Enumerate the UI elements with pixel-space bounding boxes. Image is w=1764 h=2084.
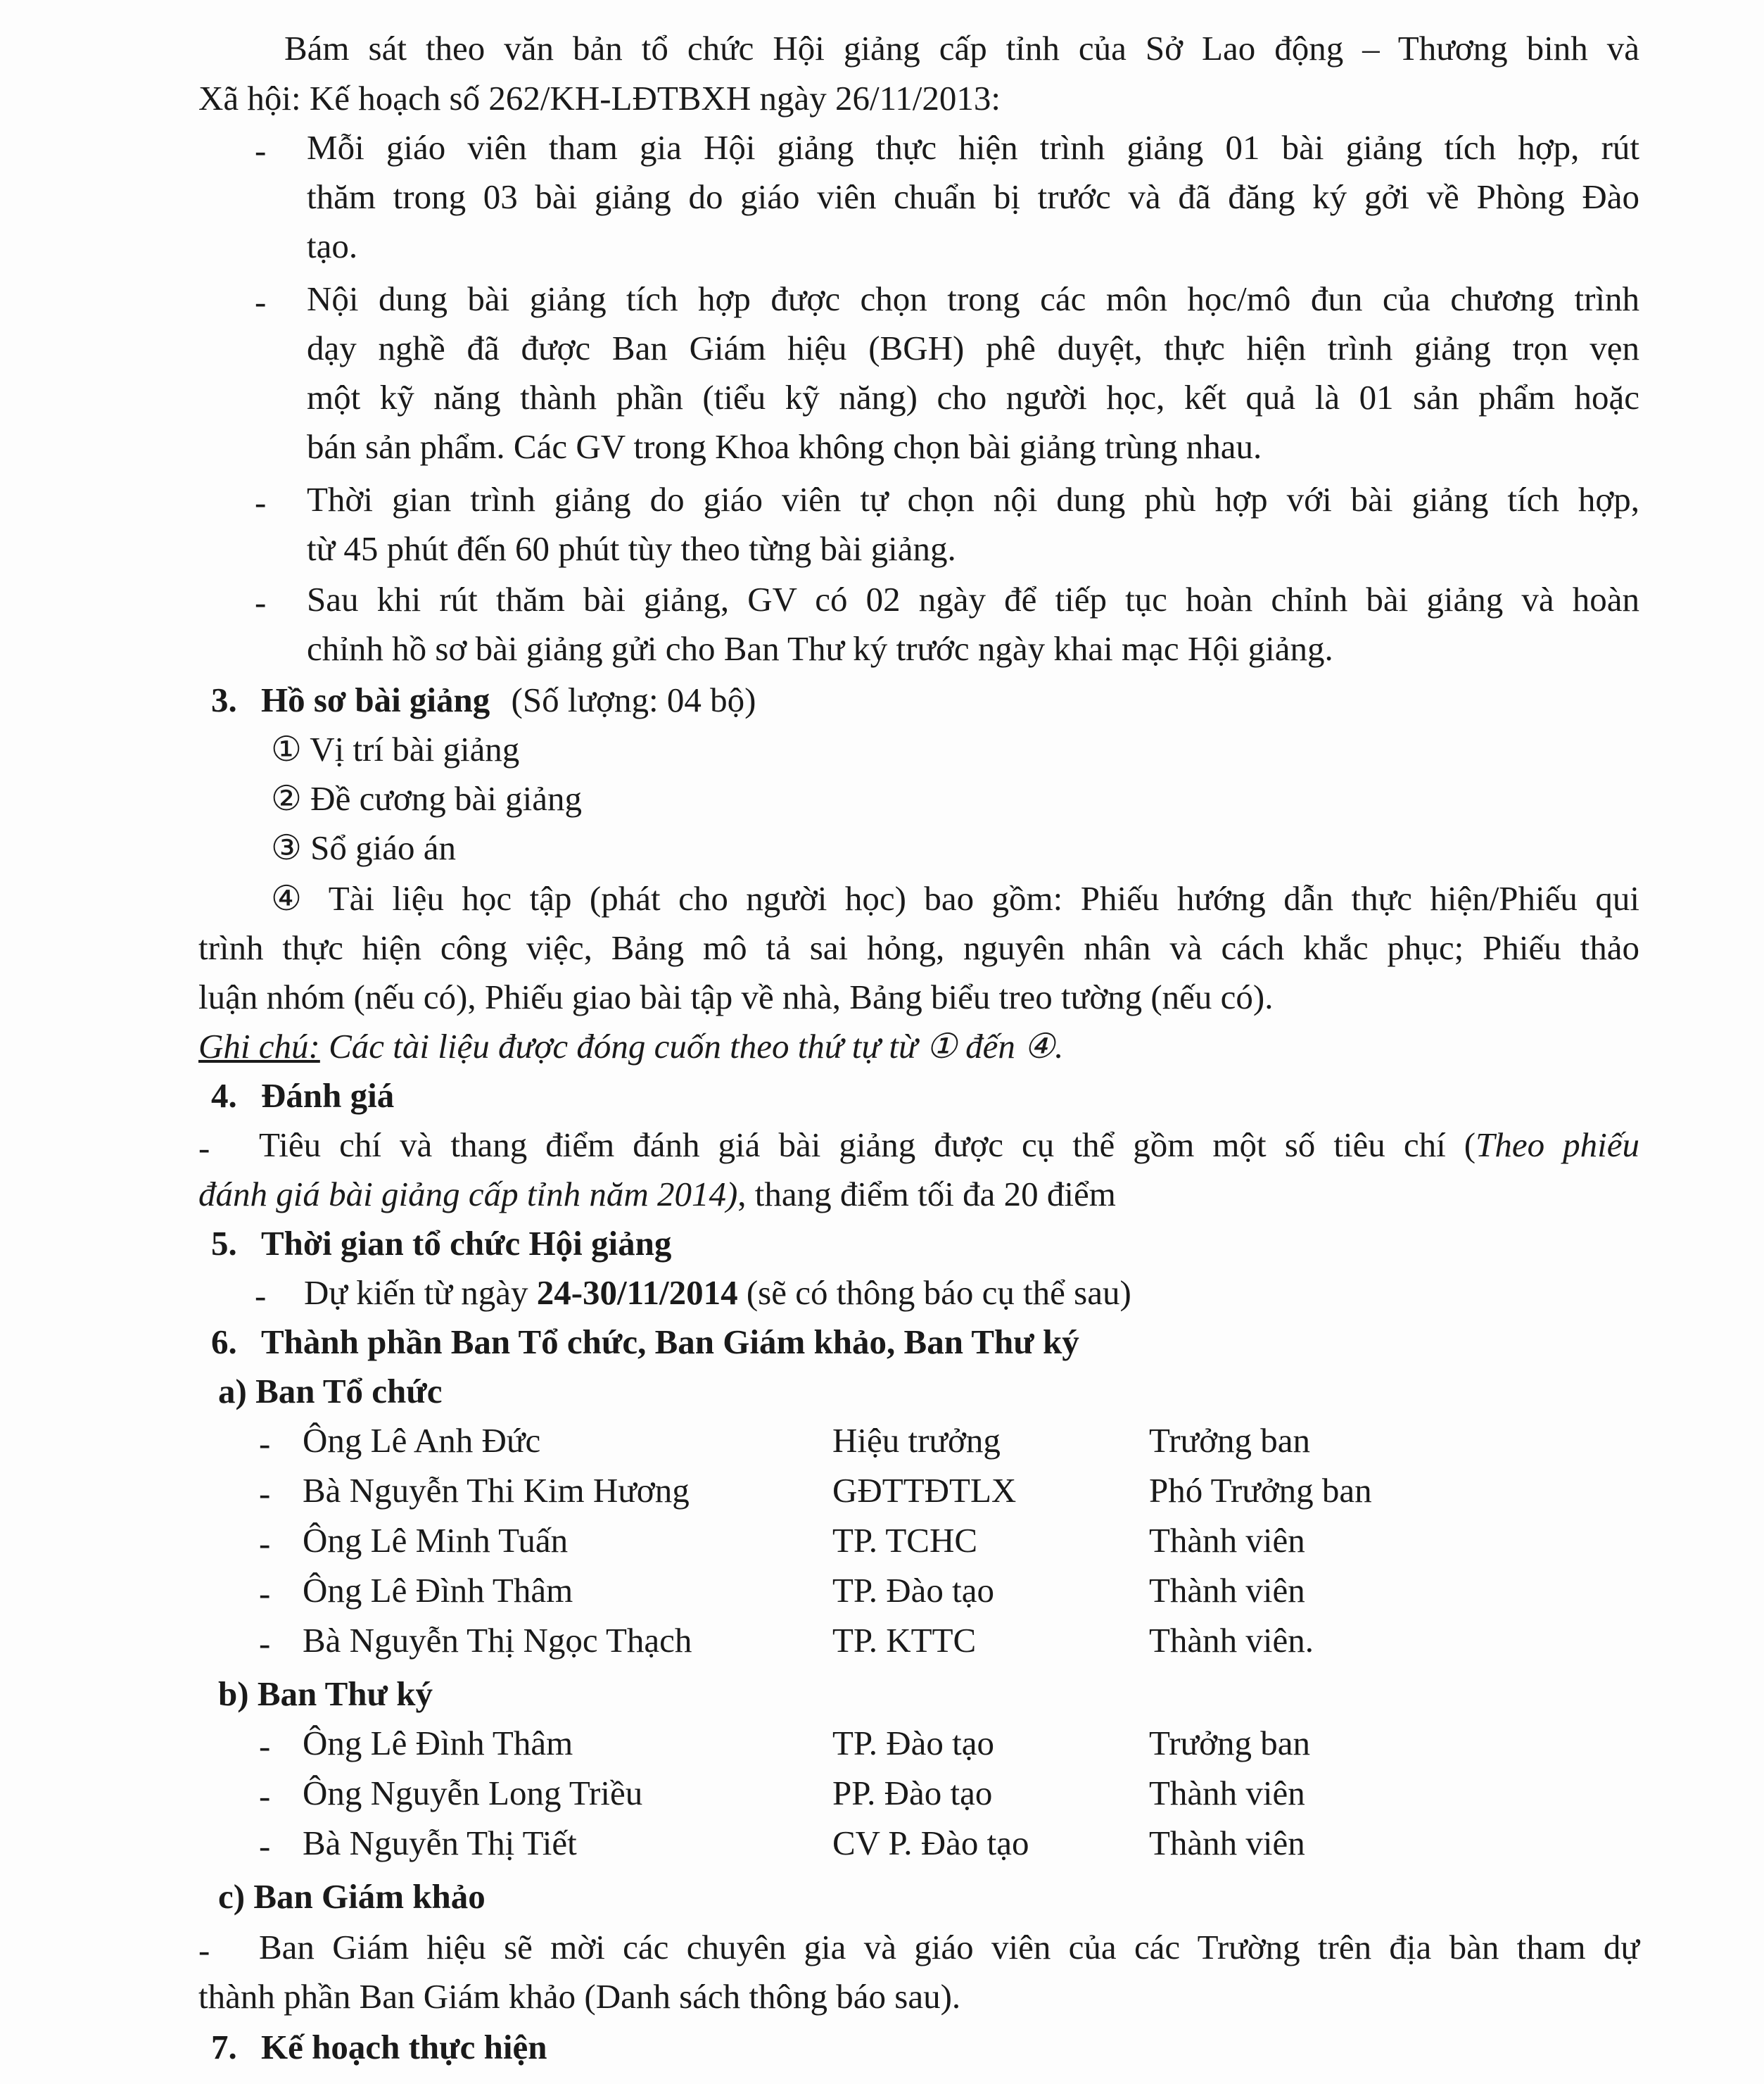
member-position: CV P. Đào tạo <box>832 1824 1029 1862</box>
committee-c-title: c) Ban Giám khảo <box>218 1877 486 1916</box>
committee-b-title: b) Ban Thư ký <box>218 1674 433 1713</box>
bullet-3-line-2: từ 45 phút đến 60 phút tùy theo từng bài giảng. <box>307 529 956 568</box>
section-4-italic-text: đánh giá bài giảng cấp tỉnh năm 2014) <box>198 1175 738 1213</box>
section-7-heading <box>211 2030 547 2064</box>
member-position: TP. KTTC <box>832 1621 977 1660</box>
intro-line-2: Xã hội: Kế hoạch số 262/KH-LĐTBXH ngày 26/11/2013: <box>198 79 1001 118</box>
bullet-dash: - <box>255 583 267 621</box>
bullet-dash: - <box>259 1574 271 1612</box>
bullet-2-line-4: bán sản phẩm. Các GV trong Khoa không chọn bài giảng trùng nhau. <box>307 427 1262 466</box>
section-3-item-3: ③ Sổ giáo án <box>271 828 457 867</box>
committee-c-line-2: thành phần Ban Giám khảo (Danh sách thông báo sau). <box>198 1977 961 2016</box>
member-position: TP. Đào tạo <box>832 1571 994 1610</box>
section-4-text: , thang điểm tối đa 20 điểm <box>737 1175 1116 1213</box>
bullet-dash: - <box>198 1931 210 1969</box>
member-name: Bà Nguyễn Thị Tiết <box>303 1824 577 1862</box>
member-position: TP. TCHC <box>832 1521 978 1560</box>
section-7-title: Kế hoạch thực hiện <box>261 2028 547 2066</box>
member-name: Ông Lê Đình Thâm <box>303 1724 573 1762</box>
section-6-number: 6. <box>211 1322 237 1361</box>
section-5-text-after: (sẽ có thông báo cụ thể sau) <box>737 1273 1131 1312</box>
section-6-title: Thành phần Ban Tổ chức, Ban Giám khảo, Ban Thư ký <box>261 1322 1079 1361</box>
bullet-3-line-1: Thời gian trình giảng do giáo viên tự chọn nội dung phù hợp với bài giảng tích hợp, <box>307 480 1639 519</box>
bullet-dash: - <box>255 131 267 170</box>
section-6-heading <box>211 1322 1079 1361</box>
section-7-number: 7. <box>211 2028 237 2066</box>
member-name: Bà Nguyễn Thi Kim Hương <box>303 1471 690 1510</box>
section-3-item-4-line-1: ④ Tài liệu học tập (phát cho người học) bao gồm: Phiếu hướng dẫn thực hiện/Phiếu qui <box>271 879 1639 918</box>
bullet-2-line-3: một kỹ năng thành phần (tiểu kỹ năng) cho người học, kết quả là 01 sản phẩm hoặc <box>307 378 1639 417</box>
note-label: Ghi chú: <box>198 1027 320 1066</box>
section-4-line-1 <box>259 1125 1639 1164</box>
section-3-title: Hồ sơ bài giảng <box>261 681 490 719</box>
bullet-dash: - <box>255 483 267 522</box>
section-3-heading <box>211 683 756 717</box>
member-name: Ông Lê Anh Đức <box>303 1421 541 1460</box>
section-3-item-2: ② Đề cương bài giảng <box>271 779 583 818</box>
member-role: Thành viên <box>1149 1824 1305 1862</box>
section-5-text-before: Dự kiến từ ngày <box>304 1273 537 1312</box>
section-3-item-1: ① Vị trí bài giảng <box>271 730 520 769</box>
section-3-note <box>198 1027 1064 1066</box>
section-5-date: 24-30/11/2014 <box>536 1273 738 1312</box>
bullet-2-line-1: Nội dung bài giảng tích hợp được chọn trong các môn học/mô đun của chương trình <box>307 279 1639 318</box>
section-5-title: Thời gian tổ chức Hội giảng <box>261 1224 672 1263</box>
bullet-4-line-2: chỉnh hồ sơ bài giảng gửi cho Ban Thư ký trước ngày khai mạc Hội giảng. <box>307 629 1333 668</box>
note-text: Các tài liệu được đóng cuốn theo thứ tự từ ① đến ④. <box>319 1027 1064 1066</box>
bullet-dash: - <box>259 1826 271 1865</box>
member-name: Ông Lê Đình Thâm <box>303 1571 573 1610</box>
bullet-dash: - <box>259 1474 271 1513</box>
member-position: TP. Đào tạo <box>832 1724 994 1762</box>
committee-a-title: a) Ban Tổ chức <box>218 1372 443 1410</box>
bullet-dash: - <box>259 1524 271 1562</box>
bullet-dash: - <box>255 282 267 321</box>
section-4-title: Đánh giá <box>261 1076 395 1115</box>
section-5-number: 5. <box>211 1224 237 1263</box>
bullet-dash: - <box>259 1726 271 1765</box>
bullet-dash: - <box>255 1276 267 1315</box>
intro-line-1: Bám sát theo văn bản tổ chức Hội giảng cấp tỉnh của Sở Lao động – Thương binh và <box>284 29 1639 68</box>
member-name: Ông Nguyễn Long Triều <box>303 1774 643 1812</box>
member-role: Thành viên <box>1149 1774 1305 1812</box>
section-3-item-4-line-2: trình thực hiện công việc, Bảng mô tả sai hỏng, nguyên nhân và cách khắc phục; Phiếu thảo <box>198 928 1639 967</box>
member-role: Thành viên <box>1149 1571 1305 1610</box>
committee-c-line-1: Ban Giám hiệu sẽ mời các chuyên gia và giáo viên của các Trường trên địa bàn tham dự <box>259 1928 1639 1966</box>
member-role: Phó Trưởng ban <box>1149 1471 1372 1510</box>
section-4-heading <box>211 1078 394 1113</box>
member-role: Thành viên <box>1149 1521 1305 1560</box>
section-5-heading <box>211 1226 671 1261</box>
member-position: GĐTTĐTLX <box>832 1471 1017 1510</box>
section-4-number: 4. <box>211 1076 237 1115</box>
member-name: Bà Nguyễn Thị Ngọc Thạch <box>303 1621 692 1660</box>
member-role: Trưởng ban <box>1149 1724 1310 1762</box>
bullet-1-line-3: tạo. <box>307 227 358 265</box>
member-name: Ông Lê Minh Tuấn <box>303 1521 569 1560</box>
member-position: PP. Đào tạo <box>832 1774 993 1812</box>
bullet-1-line-1: Mỗi giáo viên tham gia Hội giảng thực hiện trình giảng 01 bài giảng tích hợp, rút <box>307 128 1639 167</box>
bullet-2-line-2: dạy nghề đã được Ban Giám hiệu (BGH) phê duyệt, thực hiện trình giảng trọn vẹn <box>307 329 1639 367</box>
bullet-4-line-1: Sau khi rút thăm bài giảng, GV có 02 ngày để tiếp tục hoàn chỉnh bài giảng và hoàn <box>307 580 1639 619</box>
member-role: Thành viên. <box>1149 1621 1314 1660</box>
section-4-text: Tiêu chí và thang điểm đánh giá bài giảng được cụ thể gồm một số tiêu chí ( <box>259 1125 1476 1164</box>
section-3-item-4-line-3: luận nhóm (nếu có), Phiếu giao bài tập về nhà, Bảng biểu treo tường (nếu có). <box>198 978 1274 1016</box>
section-5-text <box>304 1275 1131 1310</box>
bullet-1-line-2: thăm trong 03 bài giảng do giáo viên chuẩn bị trước và đã đăng ký gởi về Phòng Đào <box>307 177 1639 216</box>
section-4-italic-text: Theo phiếu <box>1476 1125 1639 1164</box>
section-3-subtitle: (Số lượng: 04 bộ) <box>511 681 756 719</box>
member-role: Trưởng ban <box>1149 1421 1310 1460</box>
bullet-dash: - <box>259 1424 271 1463</box>
bullet-dash: - <box>259 1624 271 1662</box>
section-4-line-2 <box>198 1177 1116 1211</box>
section-3-number: 3. <box>211 681 237 719</box>
member-position: Hiệu trưởng <box>832 1421 1001 1460</box>
bullet-dash: - <box>198 1128 210 1167</box>
bullet-dash: - <box>259 1776 271 1815</box>
